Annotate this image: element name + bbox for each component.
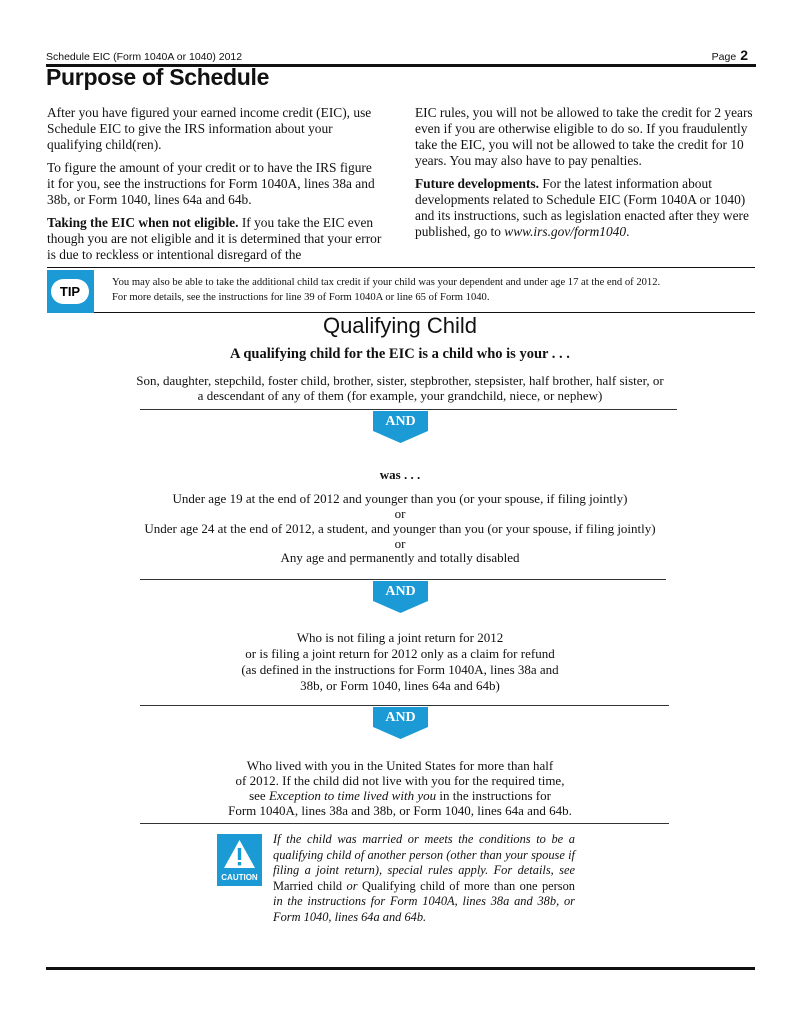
page-label: Page: [711, 51, 737, 63]
right-column: [415, 105, 755, 247]
qualifying-subtitle: A qualifying child for the EIC is a child who is your . . .: [230, 346, 570, 362]
figure-credit-paragraph: To figure the amount of your credit or to have the IRS figure it for you, see the instructions for Form 1040A, lines 38a and 38b, or Form 1040, lines 64a and 64b.: [47, 160, 375, 207]
joint-return-line-1: Who is not filing a joint return for 2012: [296, 630, 504, 645]
eic-rules-paragraph: EIC rules, you will not be allowed to take the credit for 2 years even if you are otherwise eligible to do so. If you fraudulently take the EIC, you will not be allowed to take the credit for 10 years. You may also have to pay penalties.: [415, 105, 753, 168]
not-eligible-paragraph: Taking the EIC when not eligible. If you take the EIC even though you are not eligible and it is determined that your error is due to reckless or intentional disregard of the: [47, 215, 382, 262]
residency-line-1: Who lived with you in the United States for more than half: [246, 758, 554, 773]
age-condition-3: Any age and permanently and totally disabled: [280, 550, 520, 565]
tip-top-rule: [47, 267, 755, 268]
or-label: or: [394, 506, 406, 521]
page-number: [712, 47, 748, 63]
qualifying-child-reference: Qualifying child of more than one person: [361, 878, 575, 893]
tip-text: You may also be able to take the additional child tax credit if your child was your dependent and under age 17 at the end of 2012. For more details, see the instructions for line 39 of Form 1040A or line 65 of Form 1040.: [112, 277, 661, 303]
and-label: AND: [385, 710, 416, 725]
and-label: AND: [385, 584, 416, 599]
and-arrow-icon: [373, 581, 428, 613]
exception-reference: Exception to time lived with you: [268, 788, 437, 803]
relationship-line-1: Son, daughter, stepchild, foster child, brother, sister, stepbrother, stepsister, half brother, half sister, or: [136, 373, 664, 388]
bottom-rule: [46, 967, 755, 970]
purpose-paragraph: After you have figured your earned income credit (EIC), use Schedule EIC to give the IRS information about your qualifying child(ren).: [47, 105, 372, 152]
divider: [140, 823, 669, 824]
married-child-reference: Married child: [273, 878, 343, 893]
and-arrow-icon: [373, 411, 428, 443]
left-column: [47, 105, 382, 270]
residency-line-4: Form 1040A, lines 38a and 38b, or Form 1040, lines 64a and 64b.: [228, 803, 572, 818]
caution-text: If the child was married or meets the conditions to be a qualifying child of another person (other than your spouse if filing a joint return), special rules apply. For details, see Married child or Qualifying child of more than one person in the instructions for Form 1040A, lines 38a and 38b, or Form 1040, lines 64a and 64b.: [273, 832, 575, 924]
caution-label: CAUTION: [221, 873, 258, 882]
warning-triangle-icon: [223, 839, 256, 869]
page-num: 2: [740, 47, 748, 63]
form-header: Schedule EIC (Form 1040A or 1040) 2012: [46, 51, 243, 63]
and-label: AND: [385, 414, 416, 429]
tip-icon: [47, 270, 94, 313]
divider: [140, 579, 666, 580]
divider: [140, 409, 677, 410]
irs-link[interactable]: www.irs.gov/form1040: [504, 224, 627, 239]
joint-return-line-4: 38b, or Form 1040, lines 64a and 64b): [300, 678, 500, 693]
age-condition-1: Under age 19 at the end of 2012 and younger than you (or your spouse, if filing jointly): [172, 491, 628, 506]
and-arrow-icon: [373, 707, 428, 739]
was-label: was . . .: [379, 467, 421, 482]
age-condition-2: Under age 24 at the end of 2012, a student, and younger than you (or your spouse, if filing jointly): [144, 521, 656, 536]
future-developments-heading: Future developments.: [415, 176, 539, 191]
not-eligible-heading: Taking the EIC when not eligible.: [47, 215, 239, 230]
joint-return-line-2: or is filing a joint return for 2012 only as a claim for refund: [245, 646, 555, 661]
section-title: Qualifying Child: [322, 313, 478, 338]
or-label: or: [394, 536, 406, 551]
page-title: Purpose of Schedule: [46, 64, 270, 90]
caution-icon: [217, 834, 262, 886]
residency-line-2: of 2012. If the child did not live with you for the required time,: [235, 773, 565, 788]
divider: [140, 705, 669, 706]
future-developments-paragraph: Future developments. For the latest information about developments related to Schedule EIC (Form 1040A or 1040) and its instructions, such as legislation enacted after they were published, go to www.irs.gov/form1040.: [415, 176, 749, 239]
relationship-line-2: a descendant of any of them (for example, your grandchild, niece, or nephew): [197, 388, 603, 403]
residency-line-3: see Exception to time lived with you in the instructions for: [249, 788, 551, 803]
tip-badge-label: TIP: [51, 279, 89, 304]
joint-return-line-3: (as defined in the instructions for Form 1040A, lines 38a and: [241, 662, 559, 677]
